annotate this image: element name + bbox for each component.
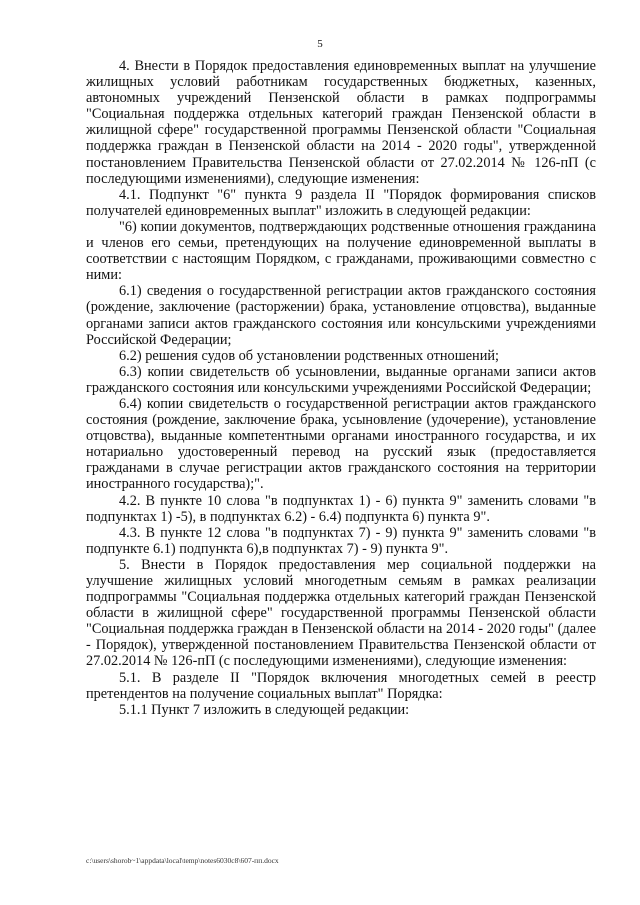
paragraph-4-2: 4.2. В пункте 10 слова "в подпунктах 1) - 6) пункта 9" заменить словами "в подпунктах 1) -5), в подпунктах 6.2) - 6.4) подпункта 6) пункта 9". — [86, 492, 596, 525]
paragraph-5: 5. Внести в Порядок предоставления мер социальной поддержки на улучшение жилищных условий многодетным семьям в рамках реализации подпрограммы "Социальная поддержка отдельных категорий граждан Пензенской области в жилищной сфере" государственной программы Пензенской области "Социальная поддержка граждан в Пензенской области на 2014 - 2020 годы" (далее - Порядок), утвержденной постановлением Правительства Пензенской области от 27.02.2014 № 126-пП (с последующими изменениями), следующие изменения: — [86, 556, 596, 670]
paragraph-5-1-1: 5.1.1 Пункт 7 изложить в следующей редакции: — [119, 701, 410, 718]
paragraph-6-4: 6.4) копии свидетельств о государственной регистрации актов гражданского состояния (рождение, заключение брака, усыновление (удочерение), установление отцовства), выданные компетентными органами иностранного государства, и их нотариально удостоверенный перевод на русский язык (предоставляется гражданами в случае регистрации актов гражданского состояния на территории иностранного государства);". — [86, 395, 596, 493]
paragraph-4-1: 4.1. Подпункт "6" пункта 9 раздела II "Порядок формирования списков получателей единовременных выплат" изложить в следующей редакции: — [86, 186, 596, 219]
page-number: 5 — [317, 38, 323, 50]
paragraph-6-3: 6.3) копии свидетельств об усыновлении, выданные органами записи актов гражданского состояния или консульскими учреждениями Российской Федерации; — [86, 363, 596, 396]
footer-file-path: c:\users\shorob~1\appdata\local\temp\notes6030c8\607-пп.docx — [86, 856, 279, 865]
paragraph-4: 4. Внести в Порядок предоставления единовременных выплат на улучшение жилищных условий работникам государственных бюджетных, казенных, автономных учреждений Пензенской области в рамках подпрограммы "Социальная поддержка отдельных категорий граждан Пензенской области в жилищной сфере" государственной программы Пензенской области "Социальная поддержка граждан в Пензенской области на 2014 - 2020 годы", утвержденной постановлением Правительства Пензенской области от 27.02.2014 № 126-пП (с последующими изменениями), следующие изменения: — [86, 58, 596, 187]
paragraph-6-1: 6.1) сведения о государственной регистрации актов гражданского состояния (рождение, заключение (расторжении) брака, установление отцовства), выданные органами записи актов гражданского состояния или консульскими учреждениями Российской Федерации; — [86, 283, 596, 348]
paragraph-4-3: 4.3. В пункте 12 слова "в подпунктах 7) - 9) пункта 9" заменить словами "в подпункте 6.1) подпункта 6),в подпунктах 7) - 9) пункта 9". — [86, 524, 596, 557]
document-body — [86, 58, 596, 718]
paragraph-6-intro: "6) копии документов, подтверждающих родственные отношения гражданина и членов его семьи, претендующих на получение единовременной выплаты в соответствии с настоящим Порядком, с гражданами, проживающими совместно с ними: — [86, 218, 596, 284]
paragraph-6-2: 6.2) решения судов об установлении родственных отношений; — [119, 347, 499, 364]
paragraph-5-1: 5.1. В разделе II "Порядок включения многодетных семей в реестр претендентов на получение социальных выплат" Порядка: — [86, 669, 596, 702]
